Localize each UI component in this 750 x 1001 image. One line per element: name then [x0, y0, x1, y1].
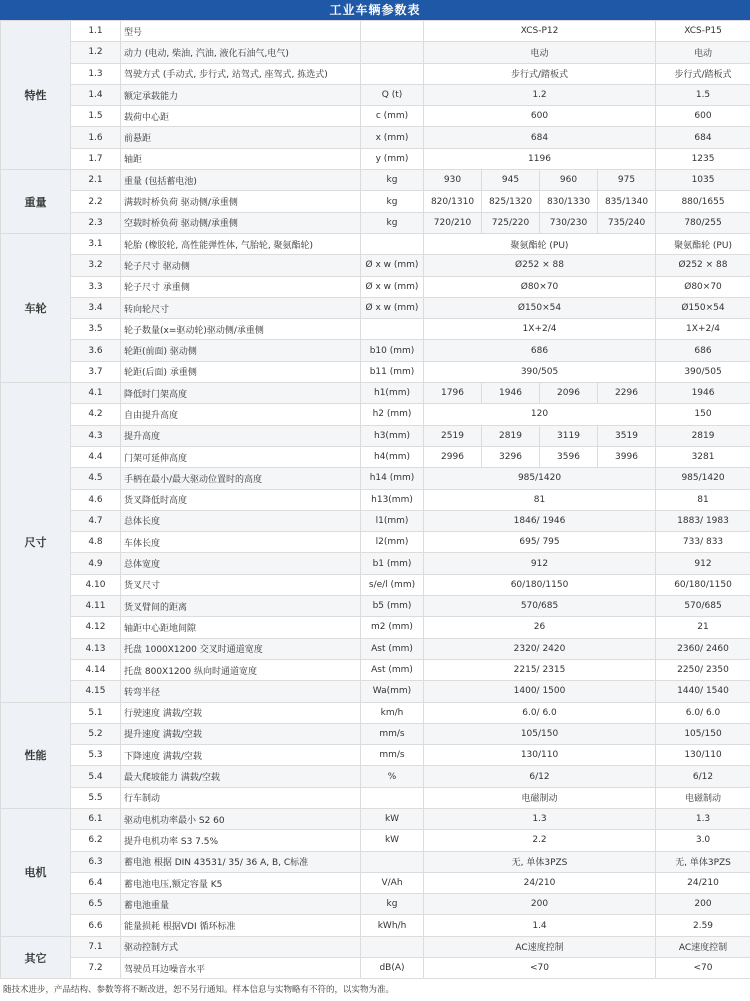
value-cell-p12: 105/150 — [424, 723, 656, 744]
table-row — [1, 659, 750, 680]
row-number: 2.3 — [71, 212, 121, 233]
table-row — [1, 574, 750, 595]
table-row — [1, 702, 750, 723]
table-row — [1, 830, 750, 851]
table-row — [1, 894, 750, 915]
value-cell-p12: 960 — [540, 170, 598, 191]
row-unit: h13(mm) — [361, 489, 424, 510]
row-number: 6.6 — [71, 915, 121, 936]
row-unit — [361, 233, 424, 254]
row-unit — [361, 851, 424, 872]
row-description: 轴距 — [121, 148, 361, 169]
value-cell-p12: 2819 — [482, 425, 540, 446]
row-unit: Ast (mm) — [361, 659, 424, 680]
row-number: 1.4 — [71, 84, 121, 105]
value-cell-p15: 2.59 — [656, 915, 750, 936]
value-cell-p12: 570/685 — [424, 596, 656, 617]
row-number: 7.1 — [71, 936, 121, 957]
value-cell-p12: 聚氨酯轮 (PU) — [424, 233, 656, 254]
value-cell-p15: <70 — [656, 958, 750, 979]
value-cell-p12: 1.2 — [424, 84, 656, 105]
value-cell-p15: 3.0 — [656, 830, 750, 851]
table-row — [1, 510, 750, 531]
table-row — [1, 787, 750, 808]
row-description: 能量损耗 根据VDI 循环标准 — [121, 915, 361, 936]
value-cell-p12: 825/1320 — [482, 191, 540, 212]
row-description: 总体长度 — [121, 510, 361, 531]
row-unit: km/h — [361, 702, 424, 723]
value-cell-p12: 3519 — [598, 425, 656, 446]
row-number: 1.5 — [71, 106, 121, 127]
value-cell-p12: 2.2 — [424, 830, 656, 851]
value-cell-p15: 1.5 — [656, 84, 750, 105]
row-unit: s/e/l (mm) — [361, 574, 424, 595]
row-description: 驾驶员耳边噪音水平 — [121, 958, 361, 979]
row-number: 3.4 — [71, 297, 121, 318]
row-description: 转弯半径 — [121, 681, 361, 702]
row-description: 型号 — [121, 21, 361, 42]
row-description: 门架可延伸高度 — [121, 446, 361, 467]
row-number: 2.2 — [71, 191, 121, 212]
value-cell-p15: 1946 — [656, 383, 750, 404]
row-unit: h14 (mm) — [361, 468, 424, 489]
row-unit: h3(mm) — [361, 425, 424, 446]
value-cell-p15: XCS-P15 — [656, 21, 750, 42]
value-cell-p12: 24/210 — [424, 872, 656, 893]
value-cell-p15: 聚氨酯轮 (PU) — [656, 233, 750, 254]
row-unit: Ø x w (mm) — [361, 276, 424, 297]
value-cell-p12: 3996 — [598, 446, 656, 467]
row-unit: dB(A) — [361, 958, 424, 979]
table-row — [1, 553, 750, 574]
row-description: 托盘 800X1200 纵向时通道宽度 — [121, 659, 361, 680]
value-cell-p12: 1.4 — [424, 915, 656, 936]
row-unit: b5 (mm) — [361, 596, 424, 617]
row-number: 3.2 — [71, 255, 121, 276]
table-row — [1, 191, 750, 212]
table-row — [1, 255, 750, 276]
value-cell-p15: 1.3 — [656, 808, 750, 829]
value-cell-p12: 81 — [424, 489, 656, 510]
value-cell-p12: 6/12 — [424, 766, 656, 787]
value-cell-p15: Ø252 × 88 — [656, 255, 750, 276]
table-row — [1, 958, 750, 979]
table-row — [1, 681, 750, 702]
value-cell-p12: 1400/ 1500 — [424, 681, 656, 702]
table-row — [1, 127, 750, 148]
row-description: 蓄电池重量 — [121, 894, 361, 915]
value-cell-p15: 1440/ 1540 — [656, 681, 750, 702]
row-unit: kg — [361, 170, 424, 191]
row-unit — [361, 21, 424, 42]
value-cell-p12: 1X+2/4 — [424, 319, 656, 340]
value-cell-p12: <70 — [424, 958, 656, 979]
value-cell-p15: 570/685 — [656, 596, 750, 617]
row-unit: kW — [361, 830, 424, 851]
group-label: 其它 — [1, 936, 71, 979]
value-cell-p15: 60/180/1150 — [656, 574, 750, 595]
row-unit: m2 (mm) — [361, 617, 424, 638]
value-cell-p12: 3596 — [540, 446, 598, 467]
table-row — [1, 745, 750, 766]
table-row — [1, 233, 750, 254]
row-description: 重量 (包括蓄电池) — [121, 170, 361, 191]
row-unit — [361, 936, 424, 957]
value-cell-p15: 电磁制动 — [656, 787, 750, 808]
value-cell-p12: Ø150×54 — [424, 297, 656, 318]
table-row — [1, 340, 750, 361]
table-row — [1, 936, 750, 957]
row-description: 货叉降低时高度 — [121, 489, 361, 510]
row-unit: Ast (mm) — [361, 638, 424, 659]
value-cell-p15: 130/110 — [656, 745, 750, 766]
table-row — [1, 170, 750, 191]
row-unit: Q (t) — [361, 84, 424, 105]
value-cell-p15: 21 — [656, 617, 750, 638]
value-cell-p15: 2360/ 2460 — [656, 638, 750, 659]
row-description: 满载时桥负荷 驱动侧/承重侧 — [121, 191, 361, 212]
value-cell-p12: 2320/ 2420 — [424, 638, 656, 659]
table-row — [1, 851, 750, 872]
row-unit: Ø x w (mm) — [361, 297, 424, 318]
row-unit: y (mm) — [361, 148, 424, 169]
value-cell-p15: 3281 — [656, 446, 750, 467]
table-row — [1, 106, 750, 127]
value-cell-p12: Ø252 × 88 — [424, 255, 656, 276]
row-unit: l2(mm) — [361, 532, 424, 553]
value-cell-p15: AC速度控制 — [656, 936, 750, 957]
value-cell-p15: 390/505 — [656, 361, 750, 382]
row-description: 轮距(前面) 驱动侧 — [121, 340, 361, 361]
value-cell-p12: 730/230 — [540, 212, 598, 233]
table-row — [1, 383, 750, 404]
row-number: 6.1 — [71, 808, 121, 829]
row-description: 载荷中心距 — [121, 106, 361, 127]
table-row — [1, 596, 750, 617]
row-number: 6.2 — [71, 830, 121, 851]
row-description: 自由提升高度 — [121, 404, 361, 425]
value-cell-p15: 1883/ 1983 — [656, 510, 750, 531]
row-description: 提升高度 — [121, 425, 361, 446]
value-cell-p12: 735/240 — [598, 212, 656, 233]
row-description: 货叉臂间的距离 — [121, 596, 361, 617]
row-unit: % — [361, 766, 424, 787]
row-unit: mm/s — [361, 723, 424, 744]
value-cell-p12: 电动 — [424, 42, 656, 63]
value-cell-p12: 2296 — [598, 383, 656, 404]
value-cell-p12: 985/1420 — [424, 468, 656, 489]
row-unit: kg — [361, 212, 424, 233]
row-unit — [361, 319, 424, 340]
table-row — [1, 319, 750, 340]
footer-note: 随技术进步，产品结构、参数等将不断改进，恕不另行通知。样本信息与实物略有不符的，以实物为准。 — [3, 985, 395, 996]
row-description: 轴距中心距地间隙 — [121, 617, 361, 638]
row-number: 1.6 — [71, 127, 121, 148]
row-description: 转向轮尺寸 — [121, 297, 361, 318]
value-cell-p12: 26 — [424, 617, 656, 638]
row-number: 4.10 — [71, 574, 121, 595]
table-row — [1, 532, 750, 553]
row-description: 车体长度 — [121, 532, 361, 553]
row-number: 5.3 — [71, 745, 121, 766]
group-label: 尺寸 — [1, 383, 71, 702]
value-cell-p12: 步行式/踏板式 — [424, 63, 656, 84]
row-description: 额定承载能力 — [121, 84, 361, 105]
value-cell-p12: 无, 单体3PZS — [424, 851, 656, 872]
row-description: 蓄电池 根据 DIN 43531/ 35/ 36 A, B, C标准 — [121, 851, 361, 872]
row-number: 2.1 — [71, 170, 121, 191]
table-row — [1, 212, 750, 233]
table-row — [1, 425, 750, 446]
row-number: 1.7 — [71, 148, 121, 169]
row-description: 总体宽度 — [121, 553, 361, 574]
value-cell-p12: 120 — [424, 404, 656, 425]
value-cell-p12: 695/ 795 — [424, 532, 656, 553]
table-row — [1, 42, 750, 63]
value-cell-p12: 2096 — [540, 383, 598, 404]
row-description: 托盘 1000X1200 交叉时通道宽度 — [121, 638, 361, 659]
row-number: 3.6 — [71, 340, 121, 361]
value-cell-p15: Ø80×70 — [656, 276, 750, 297]
value-cell-p12: 200 — [424, 894, 656, 915]
value-cell-p12: 912 — [424, 553, 656, 574]
row-description: 驱动电机功率最小 S2 60 — [121, 808, 361, 829]
row-number: 4.13 — [71, 638, 121, 659]
table-row — [1, 638, 750, 659]
value-cell-p15: 电动 — [656, 42, 750, 63]
row-description: 手柄在最小/最大驱动位置时的高度 — [121, 468, 361, 489]
row-unit: c (mm) — [361, 106, 424, 127]
row-unit: Ø x w (mm) — [361, 255, 424, 276]
value-cell-p12: 1196 — [424, 148, 656, 169]
row-description: 空载时桥负荷 驱动侧/承重侧 — [121, 212, 361, 233]
value-cell-p15: 1035 — [656, 170, 750, 191]
value-cell-p15: 985/1420 — [656, 468, 750, 489]
value-cell-p15: 6.0/ 6.0 — [656, 702, 750, 723]
group-label: 特性 — [1, 21, 71, 170]
row-unit: kg — [361, 894, 424, 915]
value-cell-p12: 835/1340 — [598, 191, 656, 212]
row-number: 6.3 — [71, 851, 121, 872]
row-number: 4.11 — [71, 596, 121, 617]
value-cell-p12: 1846/ 1946 — [424, 510, 656, 531]
value-cell-p15: 200 — [656, 894, 750, 915]
value-cell-p12: 820/1310 — [424, 191, 482, 212]
table-title: 工业车辆参数表 — [0, 0, 750, 20]
value-cell-p15: 81 — [656, 489, 750, 510]
value-cell-p15: 686 — [656, 340, 750, 361]
row-description: 提升速度 满载/空载 — [121, 723, 361, 744]
row-number: 4.2 — [71, 404, 121, 425]
table-row — [1, 84, 750, 105]
value-cell-p15: 912 — [656, 553, 750, 574]
group-label: 车轮 — [1, 233, 71, 382]
value-cell-p15: 733/ 833 — [656, 532, 750, 553]
value-cell-p12: 390/505 — [424, 361, 656, 382]
row-number: 4.5 — [71, 468, 121, 489]
row-unit: h4(mm) — [361, 446, 424, 467]
table-row — [1, 915, 750, 936]
value-cell-p15: 1X+2/4 — [656, 319, 750, 340]
row-description: 轮子尺寸 驱动侧 — [121, 255, 361, 276]
value-cell-p15: 24/210 — [656, 872, 750, 893]
row-number: 7.2 — [71, 958, 121, 979]
row-unit: x (mm) — [361, 127, 424, 148]
value-cell-p15: 步行式/踏板式 — [656, 63, 750, 84]
value-cell-p15: Ø150×54 — [656, 297, 750, 318]
value-cell-p12: 930 — [424, 170, 482, 191]
row-unit: b10 (mm) — [361, 340, 424, 361]
table-row — [1, 489, 750, 510]
spec-table — [0, 20, 750, 979]
row-number: 4.1 — [71, 383, 121, 404]
row-description: 行车制动 — [121, 787, 361, 808]
table-row — [1, 404, 750, 425]
value-cell-p15: 6/12 — [656, 766, 750, 787]
row-number: 3.7 — [71, 361, 121, 382]
group-label: 性能 — [1, 702, 71, 808]
value-cell-p12: 2519 — [424, 425, 482, 446]
value-cell-p12: 686 — [424, 340, 656, 361]
row-description: 轮子数量(x=驱动轮)驱动侧/承重侧 — [121, 319, 361, 340]
row-description: 前悬距 — [121, 127, 361, 148]
row-description: 驾驶方式 (手动式, 步行式, 站驾式, 座驾式, 拣选式) — [121, 63, 361, 84]
value-cell-p15: 无, 单体3PZS — [656, 851, 750, 872]
value-cell-p15: 600 — [656, 106, 750, 127]
value-cell-p15: 2819 — [656, 425, 750, 446]
row-description: 最大爬坡能力 满载/空载 — [121, 766, 361, 787]
table-row — [1, 723, 750, 744]
row-number: 5.1 — [71, 702, 121, 723]
row-number: 4.15 — [71, 681, 121, 702]
value-cell-p15: 780/255 — [656, 212, 750, 233]
table-row — [1, 21, 750, 42]
row-unit: h1(mm) — [361, 383, 424, 404]
row-description: 动力 (电动, 柴油, 汽油, 液化石油气,电气) — [121, 42, 361, 63]
group-label: 电机 — [1, 808, 71, 936]
row-number: 4.6 — [71, 489, 121, 510]
row-unit — [361, 63, 424, 84]
value-cell-p12: 60/180/1150 — [424, 574, 656, 595]
row-description: 下降速度 满载/空载 — [121, 745, 361, 766]
row-unit: b1 (mm) — [361, 553, 424, 574]
row-number: 4.4 — [71, 446, 121, 467]
row-number: 5.4 — [71, 766, 121, 787]
value-cell-p12: 130/110 — [424, 745, 656, 766]
table-row — [1, 808, 750, 829]
value-cell-p12: 725/220 — [482, 212, 540, 233]
table-row — [1, 766, 750, 787]
value-cell-p12: 电磁制动 — [424, 787, 656, 808]
value-cell-p12: 600 — [424, 106, 656, 127]
row-unit: b11 (mm) — [361, 361, 424, 382]
row-number: 4.3 — [71, 425, 121, 446]
row-unit — [361, 42, 424, 63]
row-description: 降低时门架高度 — [121, 383, 361, 404]
value-cell-p15: 880/1655 — [656, 191, 750, 212]
value-cell-p12: 830/1330 — [540, 191, 598, 212]
value-cell-p12: 2215/ 2315 — [424, 659, 656, 680]
table-row — [1, 63, 750, 84]
value-cell-p12: AC速度控制 — [424, 936, 656, 957]
row-description: 驱动控制方式 — [121, 936, 361, 957]
row-unit — [361, 787, 424, 808]
table-row — [1, 297, 750, 318]
row-unit: kWh/h — [361, 915, 424, 936]
value-cell-p12: 720/210 — [424, 212, 482, 233]
row-description: 货叉尺寸 — [121, 574, 361, 595]
row-description: 蓄电池电压,额定容量 K5 — [121, 872, 361, 893]
value-cell-p15: 105/150 — [656, 723, 750, 744]
row-number: 3.1 — [71, 233, 121, 254]
table-row — [1, 361, 750, 382]
value-cell-p12: 3119 — [540, 425, 598, 446]
table-row — [1, 468, 750, 489]
value-cell-p12: 945 — [482, 170, 540, 191]
value-cell-p12: 3296 — [482, 446, 540, 467]
row-description: 行驶速度 满载/空载 — [121, 702, 361, 723]
value-cell-p15: 150 — [656, 404, 750, 425]
row-description: 轮距(后面) 承重侧 — [121, 361, 361, 382]
row-number: 6.5 — [71, 894, 121, 915]
value-cell-p12: 1.3 — [424, 808, 656, 829]
value-cell-p12: Ø80×70 — [424, 276, 656, 297]
row-number: 4.12 — [71, 617, 121, 638]
value-cell-p12: XCS-P12 — [424, 21, 656, 42]
row-number: 3.3 — [71, 276, 121, 297]
row-number: 6.4 — [71, 872, 121, 893]
row-unit: kW — [361, 808, 424, 829]
value-cell-p12: 2996 — [424, 446, 482, 467]
table-row — [1, 276, 750, 297]
row-number: 1.2 — [71, 42, 121, 63]
value-cell-p12: 6.0/ 6.0 — [424, 702, 656, 723]
row-description: 提升电机功率 S3 7.5% — [121, 830, 361, 851]
value-cell-p12: 975 — [598, 170, 656, 191]
row-description: 轮子尺寸 承重侧 — [121, 276, 361, 297]
row-unit: mm/s — [361, 745, 424, 766]
value-cell-p15: 684 — [656, 127, 750, 148]
row-description: 轮胎 (橡胶轮, 高性能弹性体, 气胎轮, 聚氨酯轮) — [121, 233, 361, 254]
row-number: 4.7 — [71, 510, 121, 531]
row-unit: h2 (mm) — [361, 404, 424, 425]
row-number: 1.1 — [71, 21, 121, 42]
table-row — [1, 148, 750, 169]
row-unit: kg — [361, 191, 424, 212]
row-unit: V/Ah — [361, 872, 424, 893]
row-number: 5.2 — [71, 723, 121, 744]
row-unit: l1(mm) — [361, 510, 424, 531]
value-cell-p12: 1946 — [482, 383, 540, 404]
table-row — [1, 872, 750, 893]
table-row — [1, 446, 750, 467]
value-cell-p12: 1796 — [424, 383, 482, 404]
table-row — [1, 617, 750, 638]
value-cell-p12: 684 — [424, 127, 656, 148]
value-cell-p15: 1235 — [656, 148, 750, 169]
value-cell-p15: 2250/ 2350 — [656, 659, 750, 680]
row-number: 1.3 — [71, 63, 121, 84]
row-number: 4.8 — [71, 532, 121, 553]
row-unit: Wa(mm) — [361, 681, 424, 702]
row-number: 5.5 — [71, 787, 121, 808]
group-label: 重量 — [1, 170, 71, 234]
row-number: 4.14 — [71, 659, 121, 680]
row-number: 4.9 — [71, 553, 121, 574]
row-number: 3.5 — [71, 319, 121, 340]
